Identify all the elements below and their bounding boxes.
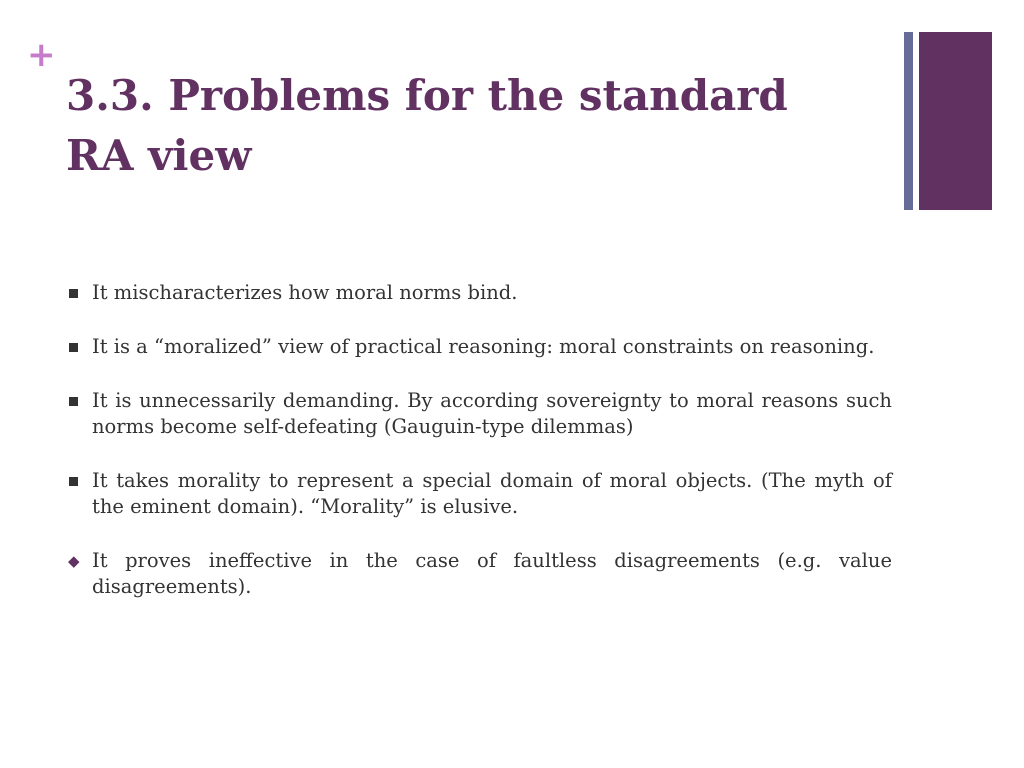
bullet-item-3 — [66, 388, 892, 440]
bullet-item-5 — [66, 548, 892, 600]
bullet-text: It proves ineffective in the case of faultless disagreements (e.g. value disagreements). — [92, 549, 892, 598]
square-bullet-icon — [69, 477, 78, 486]
accent-bar-thin — [904, 32, 913, 210]
bullet-list — [66, 280, 892, 628]
accent-bar-thick — [919, 32, 992, 210]
bullet-text: It mischaracterizes how moral norms bind. — [92, 281, 518, 304]
bullet-text: It is unnecessarily demanding. By according sovereignty to moral reasons such norms become self-defeating (Gauguin-type dilemmas) — [92, 389, 892, 438]
bullet-item-1 — [66, 280, 892, 306]
square-bullet-icon — [69, 289, 78, 298]
bullet-text: It takes morality to represent a special domain of moral objects. (The myth of the eminent domain). “Morality” is elusive. — [92, 469, 892, 518]
bullet-text: It is a “moralized” view of practical reasoning: moral constraints on reasoning. — [92, 335, 875, 358]
plus-icon: + — [27, 35, 56, 75]
slide-title-line-2: RA view — [66, 131, 252, 180]
slide-title — [66, 66, 886, 186]
slide-title-line-1: 3.3. Problems for the standard — [66, 71, 788, 120]
bullet-item-4 — [66, 468, 892, 520]
square-bullet-icon — [69, 397, 78, 406]
bullet-item-2 — [66, 334, 892, 360]
square-bullet-icon — [69, 343, 78, 352]
diamond-bullet-icon — [68, 555, 80, 567]
